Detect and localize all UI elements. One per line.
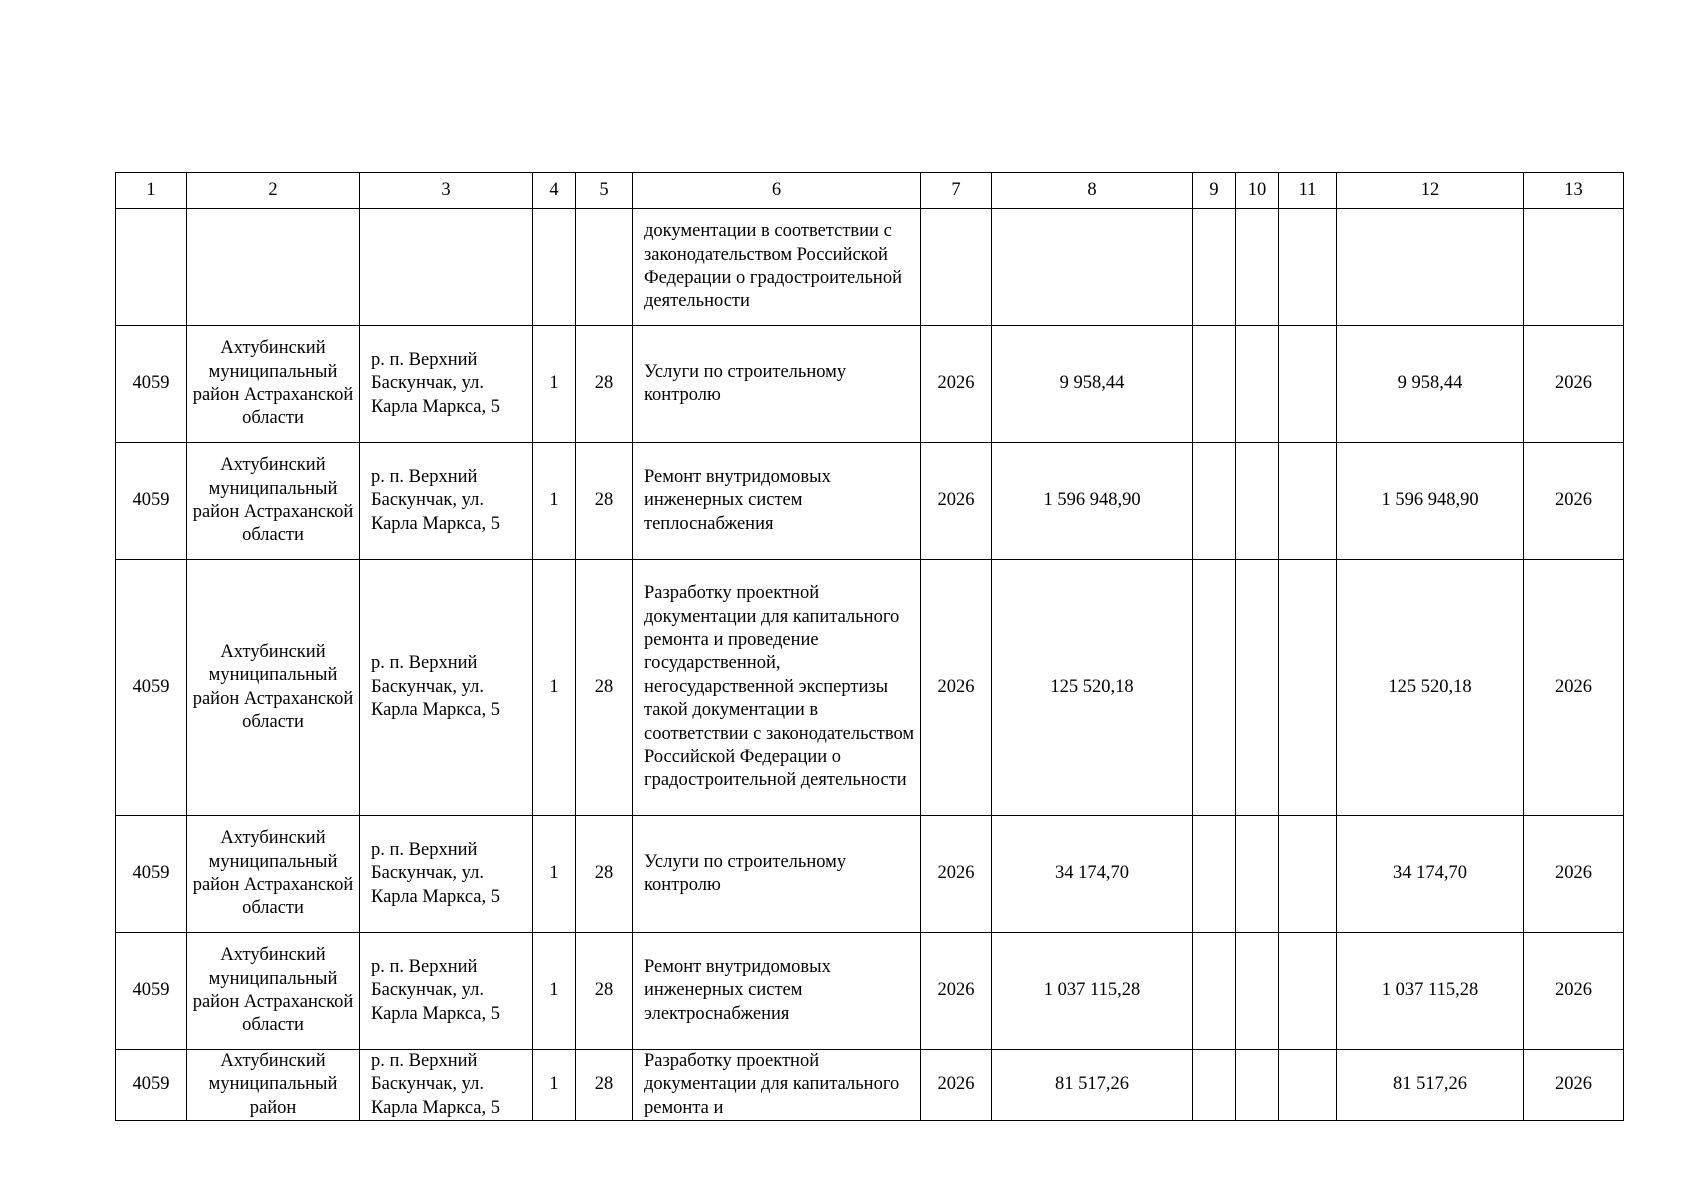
- col-10-value: [1236, 933, 1279, 1050]
- column-number: 2: [187, 173, 360, 209]
- col-4-value: 1: [533, 560, 576, 816]
- col-9-value: [1193, 816, 1236, 933]
- col-4-value: 1: [533, 1050, 576, 1121]
- empty-cell: [360, 209, 533, 326]
- col-10-value: [1236, 1050, 1279, 1121]
- empty-cell: [1524, 209, 1624, 326]
- work-type: Услуги по строительному контролю: [633, 326, 921, 443]
- col-9-value: [1193, 1050, 1236, 1121]
- year: 2026: [921, 816, 992, 933]
- record-code: 4059: [116, 560, 187, 816]
- table-row: [116, 443, 1624, 560]
- total-cost: 1 596 948,90: [992, 443, 1193, 560]
- col-4-value: 1: [533, 326, 576, 443]
- column-number: 9: [1193, 173, 1236, 209]
- address: р. п. Верхний Баскунчак, ул. Карла Маркса, 5: [360, 443, 533, 560]
- column-number: 10: [1236, 173, 1279, 209]
- empty-cell: [187, 209, 360, 326]
- table-row: [116, 560, 1624, 816]
- column-number: 7: [921, 173, 992, 209]
- funding-amount: 125 520,18: [1337, 560, 1524, 816]
- completion-year: 2026: [1524, 1050, 1624, 1121]
- municipality: Ахтубинский муниципальный район Астраханской области: [187, 816, 360, 933]
- table-row: [116, 1050, 1624, 1121]
- col-4-value: 1: [533, 933, 576, 1050]
- empty-cell: [921, 209, 992, 326]
- empty-cell: [533, 209, 576, 326]
- completion-year: 2026: [1524, 560, 1624, 816]
- total-cost: 34 174,70: [992, 816, 1193, 933]
- table-row: [116, 816, 1624, 933]
- record-code: 4059: [116, 933, 187, 1050]
- col-11-value: [1279, 326, 1337, 443]
- municipality: Ахтубинский муниципальный район Астраханской области: [187, 560, 360, 816]
- record-code: 4059: [116, 1050, 187, 1121]
- empty-cell: [992, 209, 1193, 326]
- address: р. п. Верхний Баскунчак, ул. Карла Маркса, 5: [360, 326, 533, 443]
- year: 2026: [921, 933, 992, 1050]
- completion-year: 2026: [1524, 326, 1624, 443]
- column-number: 1: [116, 173, 187, 209]
- col-11-value: [1279, 816, 1337, 933]
- address: р. п. Верхний Баскунчак, ул. Карла Маркса, 5: [360, 1050, 533, 1121]
- year: 2026: [921, 560, 992, 816]
- column-number: 6: [633, 173, 921, 209]
- total-cost: 1 037 115,28: [992, 933, 1193, 1050]
- address: р. п. Верхний Баскунчак, ул. Карла Маркса, 5: [360, 933, 533, 1050]
- address: р. п. Верхний Баскунчак, ул. Карла Маркса, 5: [360, 560, 533, 816]
- year: 2026: [921, 326, 992, 443]
- work-type: Разработку проектной документации для капитального ремонта и: [633, 1050, 921, 1121]
- table-row: [116, 933, 1624, 1050]
- continuation-row: [116, 209, 1624, 326]
- col-5-value: 28: [576, 326, 633, 443]
- table-row: [116, 326, 1624, 443]
- completion-year: 2026: [1524, 816, 1624, 933]
- year: 2026: [921, 1050, 992, 1121]
- col-5-value: 28: [576, 1050, 633, 1121]
- work-type-continuation: документации в соответствии с законодательством Российской Федерации о градостроительной деятельности: [633, 209, 921, 326]
- col-9-value: [1193, 326, 1236, 443]
- col-11-value: [1279, 560, 1337, 816]
- total-cost: 81 517,26: [992, 1050, 1193, 1121]
- completion-year: 2026: [1524, 933, 1624, 1050]
- column-number: 3: [360, 173, 533, 209]
- work-type: Разработку проектной документации для капитального ремонта и проведение государственной, негосударственной экспертизы такой документации в соответствии с законодательством Российской Федерации о градостроительной деятельности: [633, 560, 921, 816]
- funding-amount: 81 517,26: [1337, 1050, 1524, 1121]
- empty-cell: [1193, 209, 1236, 326]
- col-10-value: [1236, 326, 1279, 443]
- column-number: 12: [1337, 173, 1524, 209]
- column-number-row: [116, 173, 1624, 209]
- empty-cell: [1337, 209, 1524, 326]
- funding-amount: 9 958,44: [1337, 326, 1524, 443]
- col-5-value: 28: [576, 560, 633, 816]
- address: р. п. Верхний Баскунчак, ул. Карла Маркса, 5: [360, 816, 533, 933]
- capital-repair-table: [115, 172, 1624, 1121]
- year: 2026: [921, 443, 992, 560]
- col-9-value: [1193, 933, 1236, 1050]
- work-type: Ремонт внутридомовых инженерных систем электроснабжения: [633, 933, 921, 1050]
- column-number: 13: [1524, 173, 1624, 209]
- municipality: Ахтубинский муниципальный район Астраханской области: [187, 326, 360, 443]
- col-5-value: 28: [576, 933, 633, 1050]
- col-5-value: 28: [576, 443, 633, 560]
- funding-amount: 1 596 948,90: [1337, 443, 1524, 560]
- col-10-value: [1236, 816, 1279, 933]
- col-10-value: [1236, 560, 1279, 816]
- empty-cell: [1236, 209, 1279, 326]
- col-4-value: 1: [533, 443, 576, 560]
- municipality: Ахтубинский муниципальный район Астраханской области: [187, 443, 360, 560]
- record-code: 4059: [116, 443, 187, 560]
- empty-cell: [1279, 209, 1337, 326]
- completion-year: 2026: [1524, 443, 1624, 560]
- municipality: Ахтубинский муниципальный район: [187, 1050, 360, 1121]
- municipality: Ахтубинский муниципальный район Астраханской области: [187, 933, 360, 1050]
- record-code: 4059: [116, 816, 187, 933]
- total-cost: 125 520,18: [992, 560, 1193, 816]
- col-11-value: [1279, 1050, 1337, 1121]
- col-10-value: [1236, 443, 1279, 560]
- total-cost: 9 958,44: [992, 326, 1193, 443]
- col-5-value: 28: [576, 816, 633, 933]
- col-9-value: [1193, 443, 1236, 560]
- col-9-value: [1193, 560, 1236, 816]
- empty-cell: [116, 209, 187, 326]
- col-4-value: 1: [533, 816, 576, 933]
- col-11-value: [1279, 443, 1337, 560]
- work-type: Услуги по строительному контролю: [633, 816, 921, 933]
- column-number: 11: [1279, 173, 1337, 209]
- column-number: 4: [533, 173, 576, 209]
- empty-cell: [576, 209, 633, 326]
- col-11-value: [1279, 933, 1337, 1050]
- funding-amount: 1 037 115,28: [1337, 933, 1524, 1050]
- column-number: 8: [992, 173, 1193, 209]
- work-type: Ремонт внутридомовых инженерных систем теплоснабжения: [633, 443, 921, 560]
- column-number: 5: [576, 173, 633, 209]
- funding-amount: 34 174,70: [1337, 816, 1524, 933]
- record-code: 4059: [116, 326, 187, 443]
